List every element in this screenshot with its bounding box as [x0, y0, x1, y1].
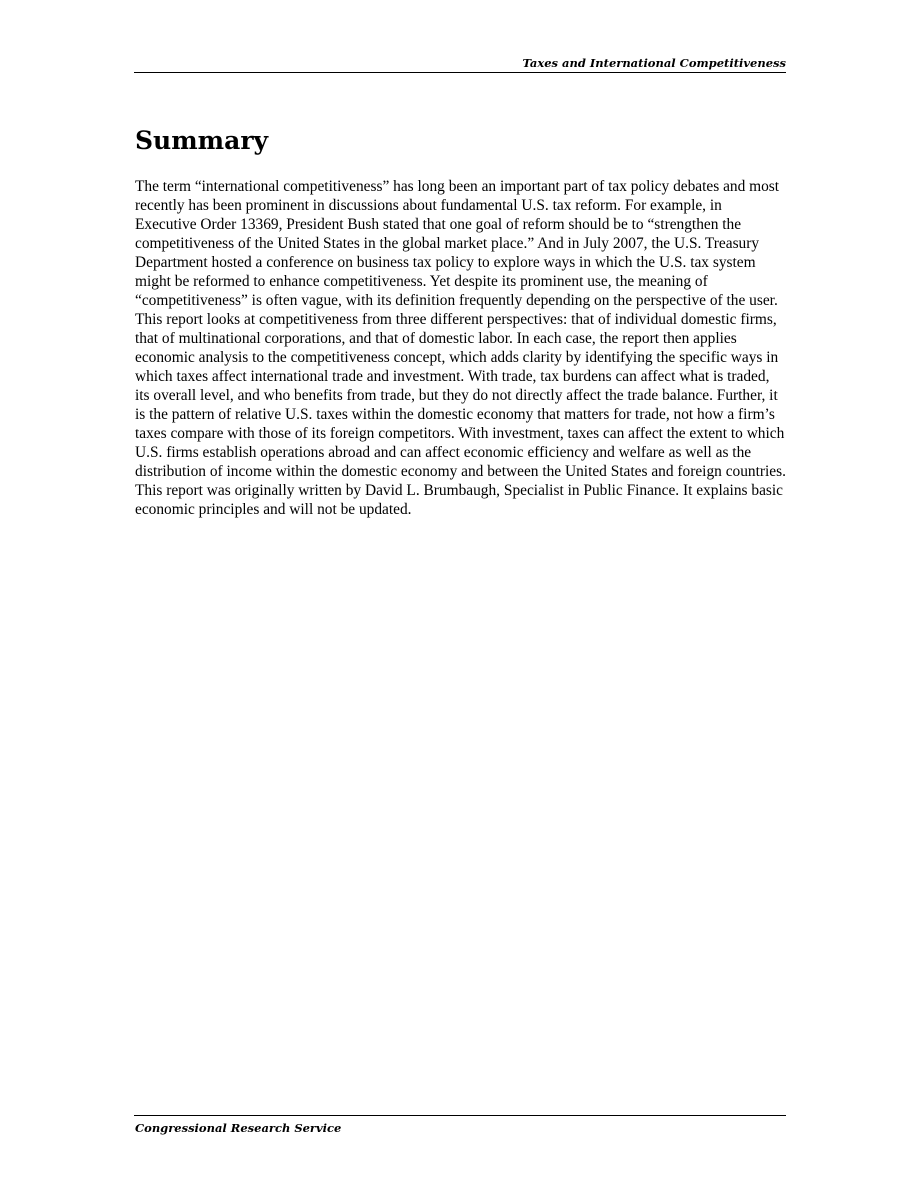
page-title: Summary: [135, 126, 269, 155]
summary-paragraph: The term “international competitiveness” has long been an important part of tax policy debates and most recently has been prominent in discussions about fundamental U.S. tax reform. For example, in Executive Order 13369, President Bush stated that one goal of reform should be to “strengthen the competitiveness of the United States in the global market place.” And in July 2007, the U.S. Treasury Department hosted a conference on business tax policy to explore ways in which the U.S. tax system might be reformed to enhance competitiveness. Yet despite its prominent use, the meaning of “competitiveness” is often vague, with its definition frequently depending on the perspective of the user. This report looks at competitiveness from three different perspectives: that of individual domestic firms, that of multinational corporations, and that of domestic labor. In each case, the report then applies economic analysis to the competitiveness concept, which adds clarity by identifying the specific ways in which taxes affect international trade and investment. With trade, tax burdens can affect what is traded, its overall level, and who benefits from trade, but they do not directly affect the trade balance. Further, it is the pattern of relative U.S. taxes within the domestic economy that matters for trade, not how a firm’s taxes compare with those of its foreign competitors. With investment, taxes can affect the extent to which U.S. firms establish operations abroad and can affect economic efficiency and welfare as well as the distribution of income within the domestic economy and between the United States and foreign countries. This report was originally written by David L. Brumbaugh, Specialist in Public Finance. It explains basic economic principles and will not be updated.: [135, 178, 786, 518]
header-divider: [134, 72, 786, 73]
footer-organization: Congressional Research Service: [135, 1121, 342, 1135]
footer-divider: [134, 1115, 786, 1116]
running-header-title: Taxes and International Competitiveness: [522, 56, 786, 70]
